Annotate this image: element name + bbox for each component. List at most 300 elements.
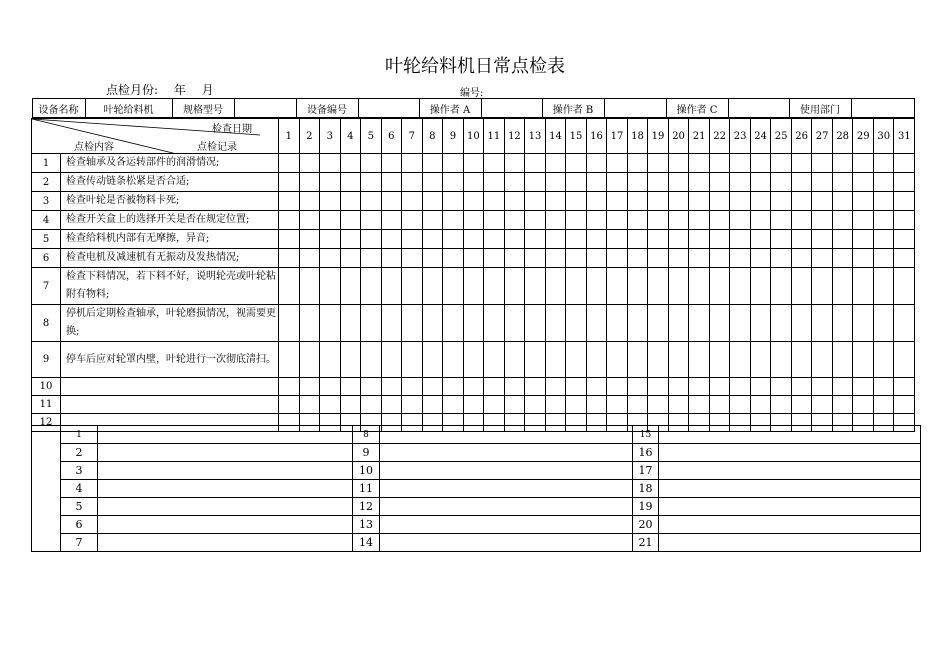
check-cell[interactable] bbox=[730, 396, 751, 414]
check-cell[interactable] bbox=[832, 396, 853, 414]
check-cell[interactable] bbox=[607, 342, 628, 378]
check-cell[interactable] bbox=[361, 268, 382, 305]
check-cell[interactable] bbox=[525, 305, 546, 342]
check-cell[interactable] bbox=[894, 230, 915, 249]
check-cell[interactable] bbox=[340, 378, 361, 396]
check-cell[interactable] bbox=[586, 396, 607, 414]
check-cell[interactable] bbox=[771, 249, 792, 268]
check-cell[interactable] bbox=[750, 396, 771, 414]
check-cell[interactable] bbox=[279, 211, 300, 230]
check-cell[interactable] bbox=[545, 211, 566, 230]
check-cell[interactable] bbox=[668, 305, 689, 342]
check-cell[interactable] bbox=[566, 173, 587, 192]
check-cell[interactable] bbox=[279, 154, 300, 173]
check-cell[interactable] bbox=[443, 378, 464, 396]
check-cell[interactable] bbox=[320, 396, 341, 414]
log-entry-cell[interactable] bbox=[98, 426, 353, 444]
check-cell[interactable] bbox=[320, 305, 341, 342]
check-cell[interactable] bbox=[299, 342, 320, 378]
check-cell[interactable] bbox=[299, 305, 320, 342]
check-cell[interactable] bbox=[832, 378, 853, 396]
log-entry-cell[interactable] bbox=[380, 462, 633, 480]
check-cell[interactable] bbox=[812, 378, 833, 396]
check-cell[interactable] bbox=[812, 342, 833, 378]
check-cell[interactable] bbox=[771, 305, 792, 342]
check-cell[interactable] bbox=[791, 378, 812, 396]
log-entry-cell[interactable] bbox=[380, 498, 633, 516]
check-cell[interactable] bbox=[525, 230, 546, 249]
log-entry-cell[interactable] bbox=[380, 516, 633, 534]
check-cell[interactable] bbox=[545, 305, 566, 342]
check-cell[interactable] bbox=[873, 154, 894, 173]
check-cell[interactable] bbox=[504, 249, 525, 268]
check-cell[interactable] bbox=[320, 268, 341, 305]
check-cell[interactable] bbox=[381, 342, 402, 378]
check-cell[interactable] bbox=[607, 173, 628, 192]
check-cell[interactable] bbox=[422, 154, 443, 173]
check-cell[interactable] bbox=[873, 173, 894, 192]
check-cell[interactable] bbox=[279, 378, 300, 396]
check-cell[interactable] bbox=[463, 173, 484, 192]
check-cell[interactable] bbox=[894, 173, 915, 192]
check-cell[interactable] bbox=[320, 230, 341, 249]
check-cell[interactable] bbox=[320, 342, 341, 378]
check-cell[interactable] bbox=[484, 249, 505, 268]
check-cell[interactable] bbox=[832, 305, 853, 342]
check-cell[interactable] bbox=[566, 192, 587, 211]
check-cell[interactable] bbox=[402, 378, 423, 396]
check-cell[interactable] bbox=[709, 173, 730, 192]
check-cell[interactable] bbox=[320, 154, 341, 173]
check-cell[interactable] bbox=[422, 192, 443, 211]
log-entry-cell[interactable] bbox=[659, 516, 921, 534]
check-cell[interactable] bbox=[340, 230, 361, 249]
check-cell[interactable] bbox=[586, 268, 607, 305]
check-cell[interactable] bbox=[791, 268, 812, 305]
log-entry-cell[interactable] bbox=[380, 480, 633, 498]
check-cell[interactable] bbox=[361, 173, 382, 192]
check-cell[interactable] bbox=[832, 173, 853, 192]
check-cell[interactable] bbox=[586, 192, 607, 211]
check-cell[interactable] bbox=[463, 305, 484, 342]
check-cell[interactable] bbox=[771, 154, 792, 173]
check-cell[interactable] bbox=[812, 396, 833, 414]
check-cell[interactable] bbox=[340, 154, 361, 173]
check-cell[interactable] bbox=[381, 192, 402, 211]
log-entry-cell[interactable] bbox=[98, 480, 353, 498]
check-cell[interactable] bbox=[402, 173, 423, 192]
log-entry-cell[interactable] bbox=[659, 462, 921, 480]
check-cell[interactable] bbox=[791, 192, 812, 211]
check-cell[interactable] bbox=[709, 192, 730, 211]
check-cell[interactable] bbox=[894, 211, 915, 230]
check-cell[interactable] bbox=[709, 211, 730, 230]
check-cell[interactable] bbox=[894, 305, 915, 342]
check-cell[interactable] bbox=[771, 173, 792, 192]
check-cell[interactable] bbox=[504, 230, 525, 249]
check-cell[interactable] bbox=[853, 249, 874, 268]
check-cell[interactable] bbox=[361, 342, 382, 378]
check-cell[interactable] bbox=[340, 396, 361, 414]
check-cell[interactable] bbox=[873, 249, 894, 268]
check-cell[interactable] bbox=[750, 342, 771, 378]
check-cell[interactable] bbox=[504, 342, 525, 378]
check-cell[interactable] bbox=[586, 249, 607, 268]
check-cell[interactable] bbox=[504, 192, 525, 211]
check-cell[interactable] bbox=[832, 211, 853, 230]
check-cell[interactable] bbox=[504, 396, 525, 414]
check-cell[interactable] bbox=[730, 173, 751, 192]
check-cell[interactable] bbox=[504, 268, 525, 305]
check-cell[interactable] bbox=[709, 268, 730, 305]
check-cell[interactable] bbox=[463, 192, 484, 211]
check-cell[interactable] bbox=[525, 173, 546, 192]
check-cell[interactable] bbox=[771, 378, 792, 396]
check-cell[interactable] bbox=[463, 378, 484, 396]
log-entry-cell[interactable] bbox=[98, 444, 353, 462]
check-cell[interactable] bbox=[648, 342, 669, 378]
check-cell[interactable] bbox=[320, 378, 341, 396]
check-cell[interactable] bbox=[566, 268, 587, 305]
check-cell[interactable] bbox=[586, 154, 607, 173]
check-cell[interactable] bbox=[279, 396, 300, 414]
check-cell[interactable] bbox=[853, 173, 874, 192]
check-cell[interactable] bbox=[627, 249, 648, 268]
check-cell[interactable] bbox=[586, 305, 607, 342]
check-cell[interactable] bbox=[463, 230, 484, 249]
check-cell[interactable] bbox=[750, 211, 771, 230]
check-cell[interactable] bbox=[361, 305, 382, 342]
check-cell[interactable] bbox=[668, 268, 689, 305]
check-cell[interactable] bbox=[545, 230, 566, 249]
check-cell[interactable] bbox=[607, 192, 628, 211]
check-cell[interactable] bbox=[668, 154, 689, 173]
check-cell[interactable] bbox=[873, 305, 894, 342]
check-cell[interactable] bbox=[791, 396, 812, 414]
check-cell[interactable] bbox=[443, 173, 464, 192]
check-cell[interactable] bbox=[750, 173, 771, 192]
check-cell[interactable] bbox=[853, 305, 874, 342]
check-cell[interactable] bbox=[279, 173, 300, 192]
check-cell[interactable] bbox=[832, 192, 853, 211]
check-cell[interactable] bbox=[709, 249, 730, 268]
operator-a-value-cell[interactable] bbox=[481, 99, 542, 118]
check-cell[interactable] bbox=[750, 230, 771, 249]
check-cell[interactable] bbox=[361, 396, 382, 414]
check-cell[interactable] bbox=[627, 342, 648, 378]
check-cell[interactable] bbox=[607, 154, 628, 173]
check-cell[interactable] bbox=[607, 249, 628, 268]
check-cell[interactable] bbox=[668, 230, 689, 249]
check-cell[interactable] bbox=[709, 378, 730, 396]
check-cell[interactable] bbox=[545, 192, 566, 211]
check-cell[interactable] bbox=[484, 192, 505, 211]
check-cell[interactable] bbox=[873, 378, 894, 396]
check-cell[interactable] bbox=[361, 154, 382, 173]
check-cell[interactable] bbox=[648, 211, 669, 230]
check-cell[interactable] bbox=[607, 378, 628, 396]
check-cell[interactable] bbox=[422, 173, 443, 192]
check-cell[interactable] bbox=[566, 154, 587, 173]
check-cell[interactable] bbox=[668, 211, 689, 230]
check-cell[interactable] bbox=[381, 173, 402, 192]
check-cell[interactable] bbox=[422, 378, 443, 396]
check-cell[interactable] bbox=[484, 268, 505, 305]
check-cell[interactable] bbox=[340, 173, 361, 192]
check-cell[interactable] bbox=[586, 378, 607, 396]
check-cell[interactable] bbox=[545, 154, 566, 173]
check-cell[interactable] bbox=[812, 211, 833, 230]
check-cell[interactable] bbox=[525, 396, 546, 414]
check-cell[interactable] bbox=[750, 192, 771, 211]
check-cell[interactable] bbox=[484, 230, 505, 249]
check-cell[interactable] bbox=[586, 342, 607, 378]
check-cell[interactable] bbox=[709, 342, 730, 378]
check-cell[interactable] bbox=[340, 211, 361, 230]
check-cell[interactable] bbox=[340, 342, 361, 378]
check-cell[interactable] bbox=[750, 249, 771, 268]
check-cell[interactable] bbox=[730, 342, 751, 378]
check-cell[interactable] bbox=[873, 230, 894, 249]
check-cell[interactable] bbox=[484, 173, 505, 192]
check-cell[interactable] bbox=[730, 211, 751, 230]
check-cell[interactable] bbox=[607, 211, 628, 230]
check-cell[interactable] bbox=[853, 378, 874, 396]
check-cell[interactable] bbox=[545, 396, 566, 414]
check-cell[interactable] bbox=[832, 342, 853, 378]
check-cell[interactable] bbox=[894, 342, 915, 378]
check-cell[interactable] bbox=[873, 211, 894, 230]
check-cell[interactable] bbox=[668, 192, 689, 211]
operator-b-value-cell[interactable] bbox=[604, 99, 666, 118]
check-cell[interactable] bbox=[771, 342, 792, 378]
check-cell[interactable] bbox=[689, 192, 710, 211]
check-cell[interactable] bbox=[689, 268, 710, 305]
log-entry-cell[interactable] bbox=[380, 534, 633, 552]
log-entry-cell[interactable] bbox=[659, 444, 921, 462]
log-entry-cell[interactable] bbox=[659, 498, 921, 516]
check-cell[interactable] bbox=[566, 378, 587, 396]
check-cell[interactable] bbox=[627, 268, 648, 305]
check-cell[interactable] bbox=[730, 230, 751, 249]
check-cell[interactable] bbox=[566, 342, 587, 378]
check-cell[interactable] bbox=[299, 396, 320, 414]
check-cell[interactable] bbox=[566, 211, 587, 230]
check-cell[interactable] bbox=[463, 396, 484, 414]
check-cell[interactable] bbox=[771, 230, 792, 249]
check-cell[interactable] bbox=[443, 396, 464, 414]
check-cell[interactable] bbox=[730, 378, 751, 396]
check-cell[interactable] bbox=[463, 154, 484, 173]
check-cell[interactable] bbox=[812, 230, 833, 249]
check-cell[interactable] bbox=[668, 378, 689, 396]
check-cell[interactable] bbox=[340, 249, 361, 268]
check-cell[interactable] bbox=[750, 154, 771, 173]
log-entry-cell[interactable] bbox=[659, 534, 921, 552]
check-cell[interactable] bbox=[443, 230, 464, 249]
check-cell[interactable] bbox=[340, 268, 361, 305]
check-cell[interactable] bbox=[381, 211, 402, 230]
check-cell[interactable] bbox=[689, 378, 710, 396]
log-entry-cell[interactable] bbox=[659, 480, 921, 498]
check-cell[interactable] bbox=[525, 342, 546, 378]
check-cell[interactable] bbox=[525, 211, 546, 230]
check-cell[interactable] bbox=[299, 230, 320, 249]
log-entry-cell[interactable] bbox=[659, 426, 921, 444]
check-cell[interactable] bbox=[750, 268, 771, 305]
check-cell[interactable] bbox=[299, 192, 320, 211]
check-cell[interactable] bbox=[299, 173, 320, 192]
check-cell[interactable] bbox=[689, 249, 710, 268]
check-cell[interactable] bbox=[668, 173, 689, 192]
check-cell[interactable] bbox=[709, 396, 730, 414]
check-cell[interactable] bbox=[750, 305, 771, 342]
check-cell[interactable] bbox=[586, 173, 607, 192]
check-cell[interactable] bbox=[689, 173, 710, 192]
check-cell[interactable] bbox=[627, 192, 648, 211]
check-cell[interactable] bbox=[648, 396, 669, 414]
check-cell[interactable] bbox=[504, 378, 525, 396]
check-cell[interactable] bbox=[279, 268, 300, 305]
check-cell[interactable] bbox=[545, 173, 566, 192]
check-cell[interactable] bbox=[402, 396, 423, 414]
check-cell[interactable] bbox=[648, 192, 669, 211]
check-cell[interactable] bbox=[873, 192, 894, 211]
check-cell[interactable] bbox=[894, 249, 915, 268]
check-cell[interactable] bbox=[463, 211, 484, 230]
check-cell[interactable] bbox=[853, 211, 874, 230]
check-cell[interactable] bbox=[894, 154, 915, 173]
check-cell[interactable] bbox=[689, 305, 710, 342]
check-cell[interactable] bbox=[545, 342, 566, 378]
check-cell[interactable] bbox=[812, 154, 833, 173]
check-cell[interactable] bbox=[627, 230, 648, 249]
check-cell[interactable] bbox=[894, 378, 915, 396]
check-cell[interactable] bbox=[668, 342, 689, 378]
check-cell[interactable] bbox=[812, 268, 833, 305]
check-cell[interactable] bbox=[894, 268, 915, 305]
check-cell[interactable] bbox=[873, 268, 894, 305]
check-cell[interactable] bbox=[361, 378, 382, 396]
check-cell[interactable] bbox=[402, 154, 423, 173]
operator-c-value-cell[interactable] bbox=[728, 99, 789, 118]
check-cell[interactable] bbox=[525, 378, 546, 396]
check-cell[interactable] bbox=[504, 211, 525, 230]
check-cell[interactable] bbox=[586, 211, 607, 230]
check-cell[interactable] bbox=[853, 268, 874, 305]
log-entry-cell[interactable] bbox=[98, 534, 353, 552]
check-cell[interactable] bbox=[381, 268, 402, 305]
check-cell[interactable] bbox=[689, 342, 710, 378]
check-cell[interactable] bbox=[422, 342, 443, 378]
check-cell[interactable] bbox=[545, 249, 566, 268]
check-cell[interactable] bbox=[648, 305, 669, 342]
check-cell[interactable] bbox=[443, 342, 464, 378]
check-cell[interactable] bbox=[689, 396, 710, 414]
check-cell[interactable] bbox=[709, 154, 730, 173]
check-cell[interactable] bbox=[689, 230, 710, 249]
check-cell[interactable] bbox=[648, 154, 669, 173]
check-cell[interactable] bbox=[668, 249, 689, 268]
check-cell[interactable] bbox=[812, 192, 833, 211]
check-cell[interactable] bbox=[402, 268, 423, 305]
check-cell[interactable] bbox=[381, 305, 402, 342]
check-cell[interactable] bbox=[648, 268, 669, 305]
check-cell[interactable] bbox=[443, 192, 464, 211]
check-cell[interactable] bbox=[525, 192, 546, 211]
check-cell[interactable] bbox=[648, 173, 669, 192]
check-cell[interactable] bbox=[402, 342, 423, 378]
check-cell[interactable] bbox=[320, 211, 341, 230]
device-no-value-cell[interactable] bbox=[358, 99, 419, 118]
check-cell[interactable] bbox=[627, 173, 648, 192]
check-cell[interactable] bbox=[730, 249, 751, 268]
check-cell[interactable] bbox=[525, 268, 546, 305]
check-cell[interactable] bbox=[607, 396, 628, 414]
check-cell[interactable] bbox=[853, 396, 874, 414]
check-cell[interactable] bbox=[279, 230, 300, 249]
check-cell[interactable] bbox=[402, 249, 423, 268]
check-cell[interactable] bbox=[422, 396, 443, 414]
check-cell[interactable] bbox=[607, 305, 628, 342]
check-cell[interactable] bbox=[545, 268, 566, 305]
check-cell[interactable] bbox=[853, 230, 874, 249]
check-cell[interactable] bbox=[463, 342, 484, 378]
check-cell[interactable] bbox=[566, 396, 587, 414]
check-cell[interactable] bbox=[279, 342, 300, 378]
check-cell[interactable] bbox=[422, 268, 443, 305]
check-cell[interactable] bbox=[443, 249, 464, 268]
check-cell[interactable] bbox=[853, 342, 874, 378]
check-cell[interactable] bbox=[627, 305, 648, 342]
check-cell[interactable] bbox=[340, 305, 361, 342]
check-cell[interactable] bbox=[484, 342, 505, 378]
check-cell[interactable] bbox=[832, 154, 853, 173]
check-cell[interactable] bbox=[504, 305, 525, 342]
dept-value-cell[interactable] bbox=[851, 99, 914, 118]
check-cell[interactable] bbox=[791, 173, 812, 192]
check-cell[interactable] bbox=[545, 378, 566, 396]
check-cell[interactable] bbox=[422, 249, 443, 268]
check-cell[interactable] bbox=[566, 249, 587, 268]
check-cell[interactable] bbox=[279, 192, 300, 211]
check-cell[interactable] bbox=[525, 249, 546, 268]
log-entry-cell[interactable] bbox=[380, 444, 633, 462]
check-cell[interactable] bbox=[873, 342, 894, 378]
check-cell[interactable] bbox=[607, 268, 628, 305]
check-cell[interactable] bbox=[484, 378, 505, 396]
check-cell[interactable] bbox=[443, 154, 464, 173]
check-cell[interactable] bbox=[484, 305, 505, 342]
check-cell[interactable] bbox=[832, 230, 853, 249]
check-cell[interactable] bbox=[361, 192, 382, 211]
check-cell[interactable] bbox=[730, 154, 751, 173]
check-cell[interactable] bbox=[299, 268, 320, 305]
check-cell[interactable] bbox=[402, 211, 423, 230]
check-cell[interactable] bbox=[853, 192, 874, 211]
check-cell[interactable] bbox=[627, 396, 648, 414]
check-cell[interactable] bbox=[648, 378, 669, 396]
check-cell[interactable] bbox=[299, 154, 320, 173]
check-cell[interactable] bbox=[463, 268, 484, 305]
check-cell[interactable] bbox=[627, 378, 648, 396]
check-cell[interactable] bbox=[320, 249, 341, 268]
check-cell[interactable] bbox=[791, 211, 812, 230]
log-entry-cell[interactable] bbox=[98, 516, 353, 534]
check-cell[interactable] bbox=[566, 305, 587, 342]
check-cell[interactable] bbox=[361, 211, 382, 230]
log-entry-cell[interactable] bbox=[98, 498, 353, 516]
